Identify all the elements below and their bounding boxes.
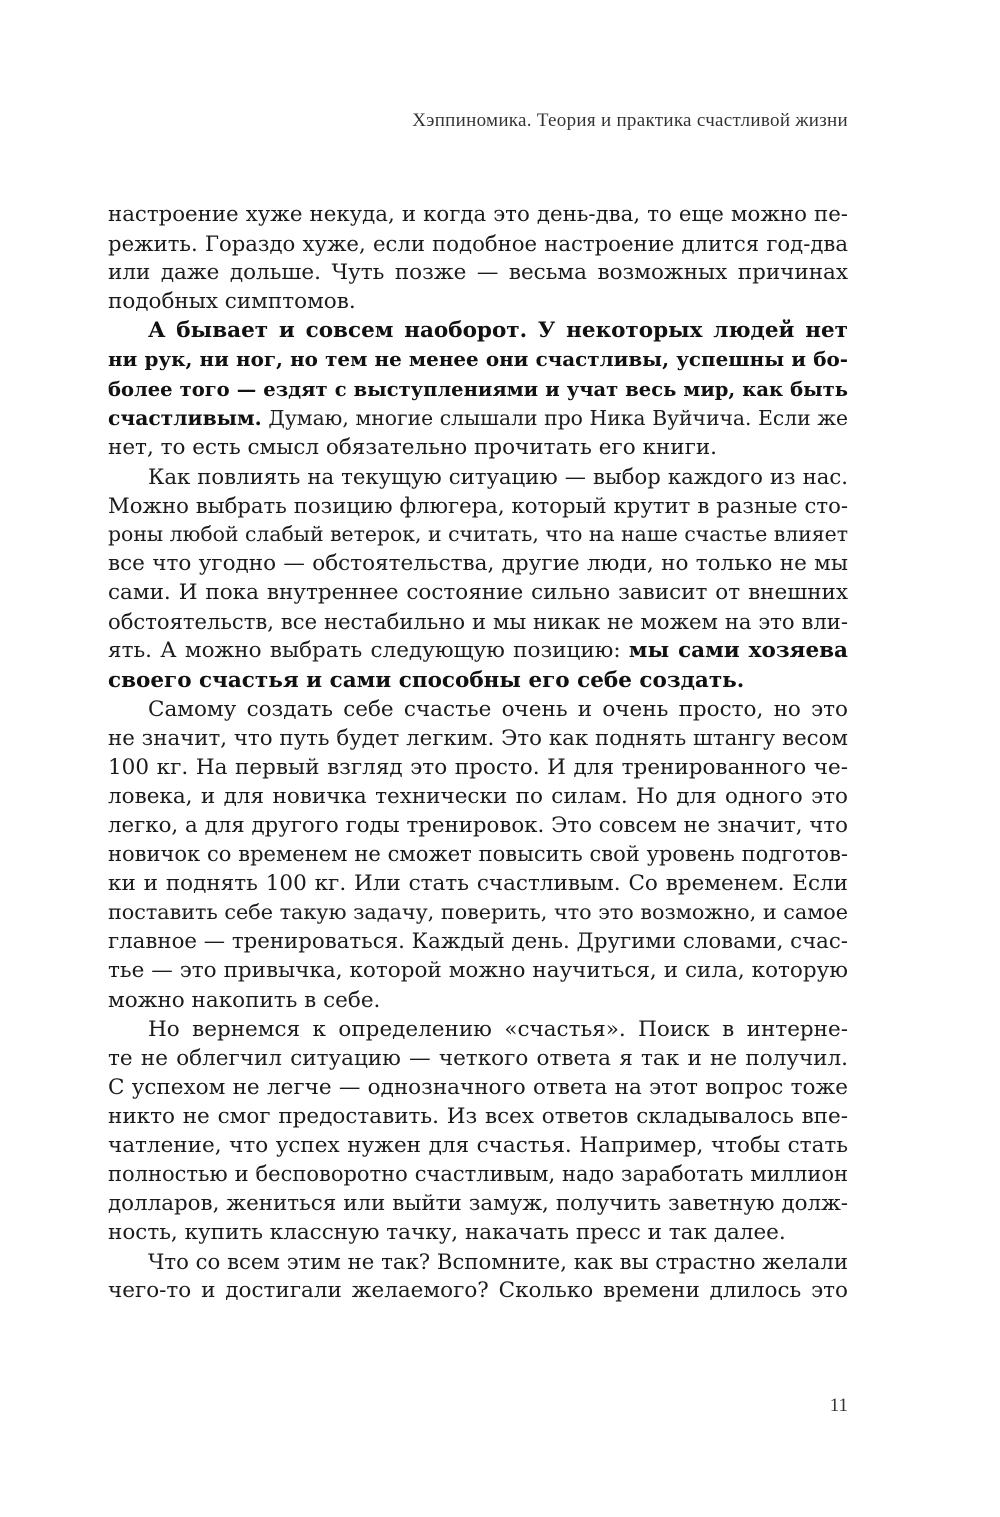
text-run: тье — это привычка, которой можно научиться, и сила, которую [108,958,848,984]
text-line [108,986,848,1015]
text-run: Что со всем этим не так? Вспомните, как вы страстно желали [148,1249,848,1275]
text-run: никто не смог предоставить. Из всех ответов складывалось впе- [108,1103,848,1129]
text-line [108,491,848,520]
text-run: поставить себе такую задачу, поверить, что это возможно, и самое [108,900,848,925]
text-line [108,1102,848,1131]
text-run: Но вернемся к определению «счастья». Поиск в интерне- [148,1016,848,1042]
paragraph [108,462,848,695]
text-run: или даже дольше. Чуть позже — весьма возможных причинах [108,260,848,286]
page-number: 11 [829,1395,848,1416]
text-run: нет, то есть смысл обязательно прочитать его книги. [108,434,718,460]
text-line [108,258,848,287]
text-line [108,578,848,607]
text-line [108,1044,848,1073]
text-run: новичок со временем не сможет повысить свой уровень подготов- [108,842,848,867]
paragraph [108,316,848,461]
text-run: все что угодно — обстоятельства, другие люди, но только не мы [108,551,848,577]
text-run: Самому создать себе счастье очень и очень просто, но это [148,696,848,722]
text-line [108,520,848,549]
text-run: настроение хуже некуда, и когда это день-два, то еще можно пе- [108,202,848,227]
text-line [108,695,848,724]
paragraph [108,200,848,316]
text-line [108,549,848,578]
text-line [108,898,848,927]
text-run: обстоятельств, все нестабильно и мы никак не можем на это вли- [108,609,848,635]
text-line [108,433,848,462]
text-run: чего-то и достигали желаемого? Сколько времени длилось это [108,1278,848,1304]
text-run: ять. А можно выбрать следующую позицию: [108,638,629,664]
bold-text: счастливым. [108,405,262,430]
text-run: сами. И пока внутреннее состояние сильно зависит от внешних [108,580,848,606]
text-line [108,1276,848,1305]
text-run: главное — тренироваться. Каждый день. Другими словами, счас- [108,929,848,955]
text-line [108,869,848,898]
text-line [108,462,848,491]
text-line [108,1160,848,1189]
text-run: ловека, и для новичка технически по силам. Но для одного это [108,783,848,809]
bold-text: своего счастья и сами способны его себе создать. [108,667,745,693]
text-line [108,956,848,985]
paragraph [108,695,848,1015]
text-run: чатление, что успех нужен для счастья. Например, чтобы стать [108,1133,848,1158]
text-line [108,229,848,258]
text-run: роны любой слабый ветерок, и считать, что на наше счастье влияет [108,522,848,547]
text-line [108,1247,848,1276]
text-line [108,1189,848,1218]
text-run: полностью и бесповоротно счастливым, надо заработать миллион [108,1162,848,1187]
text-run: не значит, что путь будет легким. Это как поднять штангу весом [108,725,848,751]
text-line [108,636,848,665]
text-line [108,607,848,636]
text-run: долларов, жениться или выйти замуж, получить заветную долж- [108,1191,848,1217]
text-line [108,753,848,782]
text-run: режить. Гораздо хуже, если подобное настроение длится год-два [108,231,848,257]
text-run: можно накопить в себе. [108,987,381,1013]
text-line [108,316,848,345]
text-line [108,811,848,840]
text-line [108,1015,848,1044]
text-run: Как повлиять на текущую ситуацию — выбор каждого из нас. [148,463,848,489]
bold-text: А бывает и совсем наоборот. У некоторых людей нет [148,318,848,344]
text-run: С успехом не легче — однозначного ответа на этот вопрос тоже [108,1074,848,1100]
paragraph [108,1247,848,1305]
text-line [108,1218,848,1247]
text-run: Можно выбрать позицию флюгера, который крутит в разные сто- [108,492,848,518]
text-line [108,782,848,811]
text-line [108,927,848,956]
paragraph [108,1015,848,1248]
text-line [108,404,848,433]
text-run: ки и поднять 100 кг. Или стать счастливым. Со временем. Если [108,871,848,897]
text-line [108,840,848,869]
text-line [108,1131,848,1160]
text-line [108,1073,848,1102]
text-line [108,200,848,229]
bold-text: более того — ездят с выступлениями и учат весь мир, как быть [108,377,848,401]
body-text [108,200,848,1306]
text-line [108,375,848,404]
text-run: легко, а для другого годы тренировок. Это совсем не значит, что [108,812,848,838]
bold-text: мы сами хозяева [628,638,848,664]
text-run: ность, купить классную тачку, накачать пресс и так далее. [108,1220,786,1246]
text-line [108,666,848,695]
text-line [108,724,848,753]
text-run: 100 кг. На первый взгляд это просто. И для тренированного че- [108,754,848,780]
bold-text: ни рук, ни ног, но тем не менее они счастливы, успешны и бо- [108,347,848,372]
text-line [108,345,848,374]
text-run: Думаю, многие слышали про Ника Вуйчича. Если же [261,405,848,430]
text-run: подобных симптомов. [108,289,356,315]
text-line [108,287,848,316]
text-run: те не облегчил ситуацию — четкого ответа я так и не получил. [108,1045,848,1071]
running-header: Хэппиномика. Теория и практика счастливой жизни [412,110,848,131]
